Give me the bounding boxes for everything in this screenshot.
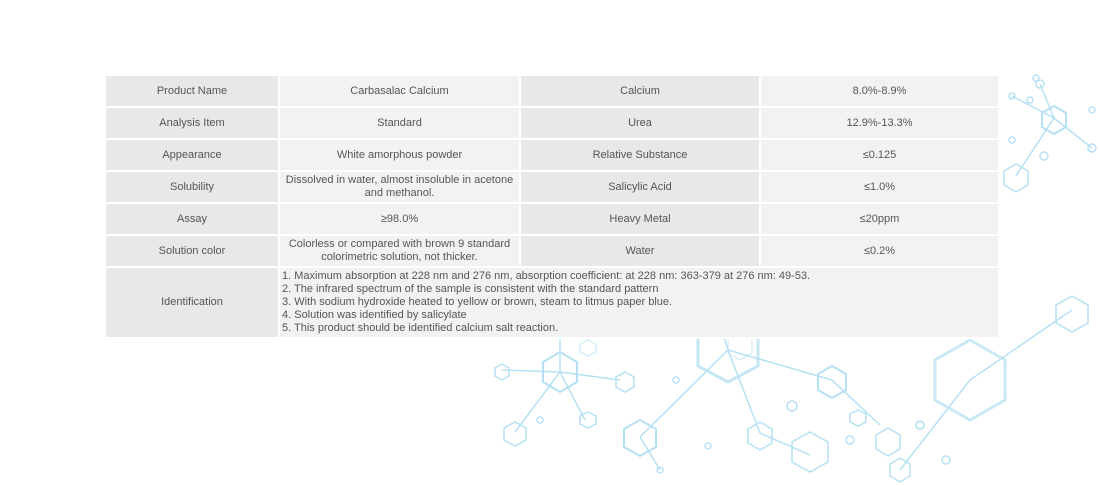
row-value-product-name: Carbasalac Calcium	[279, 75, 520, 107]
table-row	[105, 267, 999, 338]
row-label-calcium: Calcium	[520, 75, 760, 107]
row-value-water: ≤0.2%	[760, 235, 999, 267]
row-label-water: Water	[520, 235, 760, 267]
row-label-urea: Urea	[520, 107, 760, 139]
row-label-analysis-item: Analysis Item	[105, 107, 279, 139]
table-row	[105, 75, 999, 107]
row-label-solution-color: Solution color	[105, 235, 279, 267]
row-value-analysis-item: Standard	[279, 107, 520, 139]
table-row	[105, 139, 999, 171]
row-value-appearance: White amorphous powder	[279, 139, 520, 171]
row-value-calcium: 8.0%-8.9%	[760, 75, 999, 107]
row-label-identification: Identification	[105, 267, 279, 338]
row-value-heavy-metal: ≤20ppm	[760, 203, 999, 235]
row-label-product-name: Product Name	[105, 75, 279, 107]
row-label-salicylic-acid: Salicylic Acid	[520, 171, 760, 203]
row-value-urea: 12.9%-13.3%	[760, 107, 999, 139]
row-label-solubility: Solubility	[105, 171, 279, 203]
identification-line: 5. This product should be identified calcium salt reaction.	[282, 322, 559, 334]
identification-line: 2. The infrared spectrum of the sample is consistent with the standard pattern	[282, 283, 659, 295]
row-value-solution-color: Colorless or compared with brown 9 standard colorimetric solution, not thicker.	[279, 235, 520, 267]
row-label-assay: Assay	[105, 203, 279, 235]
identification-line: 4. Solution was identified by salicylate	[282, 309, 467, 321]
specification-table	[104, 74, 1000, 339]
row-value-salicylic-acid: ≤1.0%	[760, 171, 999, 203]
row-value-solubility: Dissolved in water, almost insoluble in acetone and methanol.	[279, 171, 520, 203]
row-label-appearance: Appearance	[105, 139, 279, 171]
identification-list	[279, 267, 999, 338]
table-row	[105, 203, 999, 235]
row-value-relative-substance: ≤0.125	[760, 139, 999, 171]
identification-line: 3. With sodium hydroxide heated to yellow or brown, steam to litmus paper blue.	[282, 296, 673, 308]
row-label-heavy-metal: Heavy Metal	[520, 203, 760, 235]
table-row	[105, 235, 999, 267]
table-row	[105, 171, 999, 203]
identification-line: 1. Maximum absorption at 228 nm and 276 nm, absorption coefficient: at 228 nm: 363-379 at 276 nm: 49-53.	[282, 270, 811, 282]
table-row	[105, 107, 999, 139]
row-label-relative-substance: Relative Substance	[520, 139, 760, 171]
row-value-assay: ≥98.0%	[279, 203, 520, 235]
